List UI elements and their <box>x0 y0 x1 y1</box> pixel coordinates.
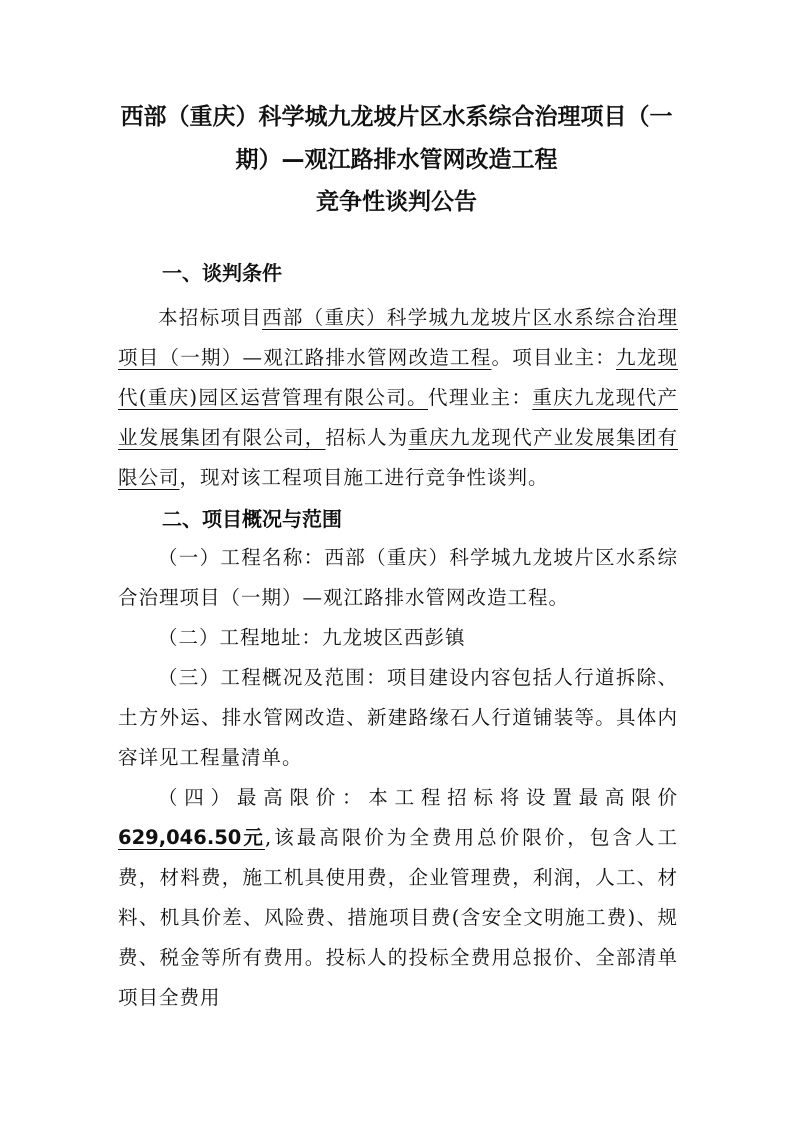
title-line-3: 竞争性谈判公告 <box>316 189 477 215</box>
project-name: 西部（重庆）科学城九龙坡片区水系综合治理项目（一期）—观江路排水管网改造工程 <box>118 306 678 369</box>
item-project-name: （一）工程名称：西部（重庆）科学城九龙坡片区水系综合治理项目（一期）—观江路排水管网改造工程。 <box>118 546 678 609</box>
max-price-value: 629,046.50元 <box>118 826 265 849</box>
text-segment: ，现对该工程项目施工进行竞争性谈判。 <box>179 466 549 489</box>
title-line-2: 期）—观江路排水管网改造工程 <box>235 147 558 173</box>
title-line-1: 西部（重庆）科学城九龙坡片区水系综合治理项目（一 <box>120 104 673 130</box>
text-segment: 招标人为 <box>325 426 409 449</box>
item-project-address: （二）工程地址：九龙坡区西彭镇 <box>158 626 466 649</box>
text-segment: ,该最高限价为全费用总价限价，包含人工费，材料费，施工机具使用费，企业管理费，利润，人工、材料、机具价差、风险费、措施项目费(含安全文明施工费)、规费、税金等所有费用。投标人的投标全费用总报价、全部清单项目全费用 <box>118 826 678 1009</box>
text-segment: 。项目业主： <box>491 346 616 369</box>
text-segment: 代理业主： <box>428 386 533 409</box>
section-heading-project-overview: 二、项目概况与范围 <box>162 507 342 531</box>
project-owner: 九龙现代(重庆)园区运营管理有限公司。 <box>118 346 678 409</box>
paragraph-negotiation-conditions <box>118 298 678 498</box>
text-segment: （四）最高限价：本工程招标将设置最高限价 <box>158 786 678 809</box>
tenderer: 重庆九龙现代产业发展集团有限公司 <box>118 426 678 489</box>
item-max-price <box>118 778 678 1018</box>
agent-owner: 重庆九龙现代产业发展集团有限公司， <box>118 386 678 449</box>
item-project-scope: （三）工程概况及范围：项目建设内容包括人行道拆除、土方外运、排水管网改造、新建路缘石人行道铺装等。具体内容详见工程量清单。 <box>118 666 678 769</box>
section-heading-negotiation-conditions: 一、谈判条件 <box>162 261 282 285</box>
text-segment: 本招标项目 <box>158 306 263 329</box>
